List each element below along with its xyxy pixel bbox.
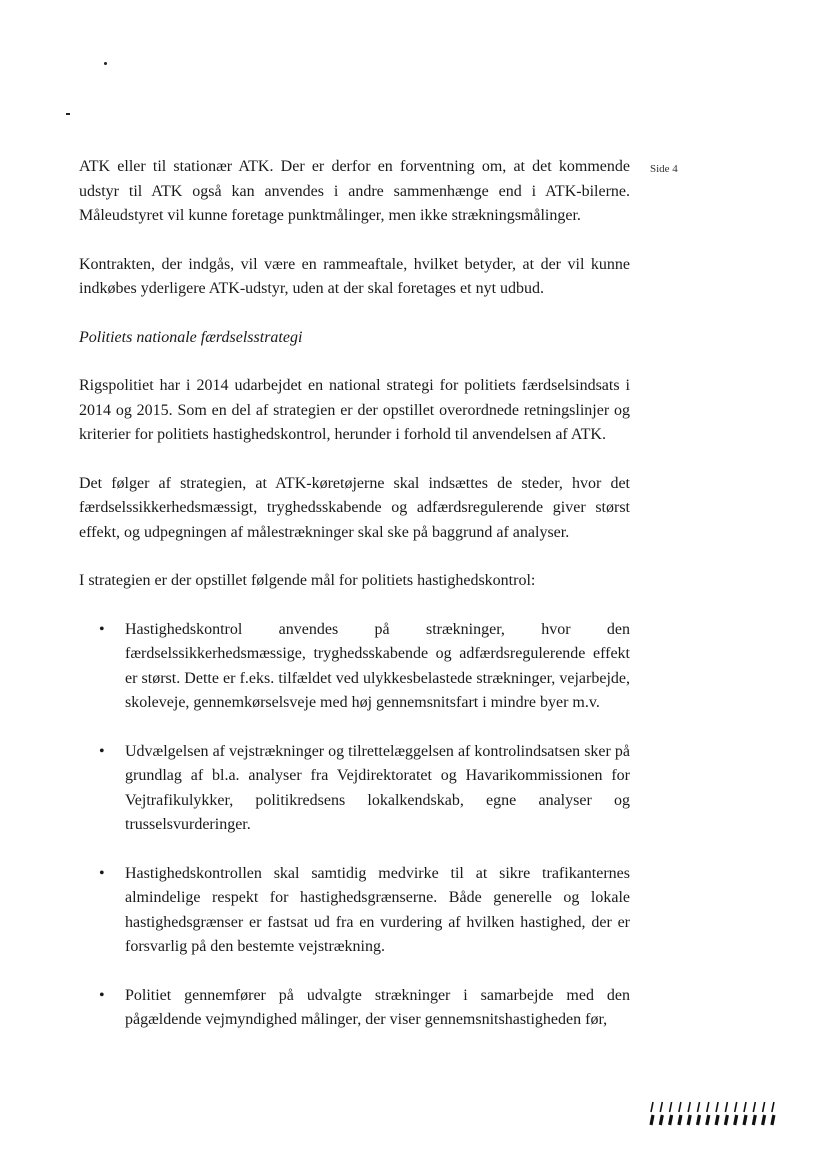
- barcode-bar: [660, 1102, 662, 1112]
- page-number: Side 4: [650, 163, 678, 175]
- barcode-bar: [651, 1115, 653, 1125]
- scan-speck: [66, 113, 70, 115]
- barcode-bar: [670, 1102, 672, 1112]
- barcode-icon: [648, 1101, 780, 1127]
- paragraph: I strategien er der opstillet følgende mål for politiets hastighedskontrol:: [79, 572, 536, 589]
- list-item: [79, 618, 630, 716]
- barcode-bar: [698, 1115, 700, 1125]
- paragraph: Det følger af strategien, at ATK-køretøjerne skal indsættes de steder, hvor det færdselssikkerhedsmæssigt, tryghedsskabende og adfærdsregulerende giver størst effekt, og udpegningen af målestrækninger skal ske på baggrund af analyser.: [79, 474, 630, 541]
- barcode-bar: [753, 1115, 755, 1125]
- barcode-bar: [651, 1102, 653, 1112]
- paragraph: ATK eller til stationær ATK. Der er derfor en forventning om, at det kommende udstyr til ATK også kan anvendes i andre sammenhænge end i ATK-bilerne. Måleudstyret vil kunne foretage punktmålinger, men ikke strækningsmålinger.: [79, 158, 630, 224]
- barcode-bar: [744, 1115, 746, 1125]
- barcode-bar: [660, 1115, 662, 1125]
- bullet-icon: •: [99, 986, 105, 1004]
- barcode-bar: [688, 1115, 690, 1125]
- barcode-bar: [735, 1102, 737, 1112]
- list-item-text: Hastighedskontrollen skal samtidig medvirke til at sikre trafikanternes almindelige respekt for hastighedsgrænserne. Både generelle og lokale hastighedsgrænser er fastsat ud fra en vurdering af hvilken hastighed, der er forsvarlig på den bestemte vejstrækning.: [125, 864, 630, 955]
- barcode-mark: [648, 1101, 780, 1127]
- paragraph: Rigspolitiet har i 2014 udarbejdet en national strategi for politiets færdselsindsats i 2014 og 2015. Som en del af strategien er der opstillet overordnede retningslinjer og kriterier for politiets hastighedskontrol, herunder i forhold til anvendelsen af ATK.: [79, 377, 630, 443]
- list-item-text: Hastighedskontrol anvendes på strækninger, hvor den færdselssikkerhedsmæssige, tryghedsskabende og adfærdsregulerende effekt er størst. Dette er f.eks. tilfældet ved ulykkesbelastede strækninger, vejarbejde, skoleveje, gennemkørselsveje med høj gennemsnitsfart i mindre byer m.v.: [125, 620, 630, 711]
- barcode-bar: [744, 1102, 746, 1112]
- section-heading: Politiets nationale færdselsstrategi: [79, 328, 303, 346]
- barcode-bar: [753, 1102, 755, 1112]
- barcode-bar: [725, 1102, 727, 1112]
- barcode-bar: [670, 1115, 672, 1125]
- barcode-bar: [763, 1102, 765, 1112]
- list-item: [79, 984, 630, 1033]
- bullet-icon: •: [99, 742, 105, 760]
- barcode-bar: [772, 1102, 774, 1112]
- bullet-icon: •: [99, 620, 105, 638]
- goals-list: [79, 618, 630, 1033]
- list-item: [79, 862, 630, 960]
- barcode-bar: [688, 1102, 690, 1112]
- list-item-text: Udvælgelsen af vejstrækninger og tilrettelæggelsen af kontrolindsatsen sker på grundlag af bl.a. analyser fra Vejdirektoratet og Havarikommissionen for Vejtrafikulykker, politikredsens lokalkendskab, egne analyser og trusselsvurderinger.: [125, 742, 630, 833]
- scan-speck: [104, 62, 107, 65]
- barcode-bar: [707, 1102, 709, 1112]
- barcode-bar: [679, 1102, 681, 1112]
- paragraph: Kontrakten, der indgås, vil være en rammeaftale, hvilket betyder, at der vil kunne indkøbes yderligere ATK-udstyr, uden at der skal foretages et nyt udbud.: [79, 255, 630, 297]
- barcode-bar: [707, 1115, 709, 1125]
- barcode-bar: [763, 1115, 765, 1125]
- barcode-bar: [716, 1115, 718, 1125]
- barcode-bar: [679, 1115, 681, 1125]
- document-body: [79, 155, 630, 1057]
- barcode-bar: [698, 1102, 700, 1112]
- barcode-bar: [735, 1115, 737, 1125]
- list-item: [79, 740, 630, 838]
- bullet-icon: •: [99, 864, 105, 882]
- barcode-bar: [725, 1115, 727, 1125]
- list-item-text: Politiet gennemfører på udvalgte strækninger i samarbejde med den pågældende vejmyndighed målinger, der viser gennemsnitshastigheden før,: [125, 986, 630, 1028]
- barcode-bar: [716, 1102, 718, 1112]
- barcode-bar: [772, 1115, 774, 1125]
